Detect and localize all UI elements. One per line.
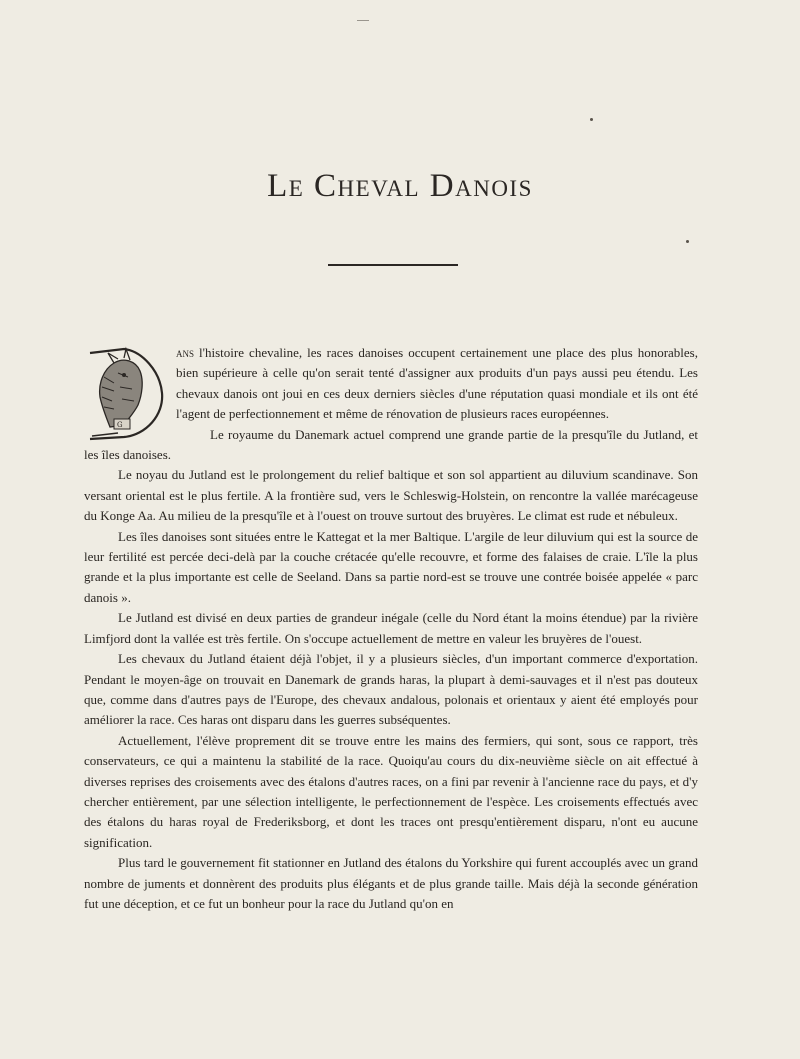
horse-head-dropcap-icon <box>84 343 170 443</box>
title-rule <box>328 264 458 266</box>
paragraph <box>84 343 698 425</box>
paragraph: Actuellement, l'élève proprement dit se trouve entre les mains des fermiers, qui sont, sous ce rapport, très conservateurs, ce qui a maintenu la stabilité de la race. Quoiqu'au cours du dix-neuvième siècle on ait effectué à diverses reprises des croisements avec des étalons d'autres races, on a fini par revenir à l'ancienne race du pays, et d'y chercher entièrement, par une sélection intelligente, le perfectionnement de l'espèce. Les croisements effectués avec des étalons du haras royal de Frederiksborg, et dont les traces ont presqu'entièrement disparu, n'ont eu aucune signification. <box>84 732 698 850</box>
article-body <box>84 343 698 914</box>
paragraph-lead: ans <box>176 345 195 360</box>
paragraph: Les chevaux du Jutland étaient déjà l'objet, il y a plusieurs siècles, d'un important commerce d'exportation. Pendant le moyen-âge on trouvait en Danemark de grands haras, la plupart à demi-sauvages et il n'est pas douteux que, comme dans d'autres pays de l'Europe, des chevaux andalous, polonais et orientaux y aient été employés pour améliorer la race. Ces haras ont disparu dans les guerres subséquentes. <box>84 651 698 728</box>
paragraph: Le royaume du Danemark actuel comprend une grande partie de la presqu'île du Jutland, et les îles danoises. <box>84 426 698 463</box>
paragraph: Le noyau du Jutland est le prolongement du relief baltique et son sol appartient au diluvium scandinave. Son versant oriental est le plus fertile. A la frontière sud, vers le Schleswig-Holstein, on rencontre la vallée marécageuse du Konge Aa. Au milieu de la presqu'île et à l'ouest on trouve surtout des bruyères. Le climat est rude et nébuleux. <box>84 467 698 524</box>
ink-speck <box>590 118 593 121</box>
paragraph: Les îles danoises sont situées entre le Kattegat et la mer Baltique. L'argile de leur diluvium qui est la source de leur fertilité est percée deci-delà par la couche crétacée qu'elle recouvre, et forme des falaises de craie. L'île la plus grande et la plus importante est celle de Seeland. Dans sa partie nord-est se trouve une contrée boisée appelée « parc danois ». <box>84 528 698 605</box>
top-mark <box>357 20 369 21</box>
dropcap-illustration <box>84 343 170 443</box>
ink-speck <box>686 240 689 243</box>
paragraph: Le Jutland est divisé en deux parties de grandeur inégale (celle du Nord étant la moins étendue) par la rivière Limfjord dont la vallée est très fertile. On s'occupe actuellement de mettre en valeur les bruyères de l'ouest. <box>84 610 698 646</box>
paragraph-text: l'histoire chevaline, les races danoises occupent certainement une place des plus honorables, bien supérieure à celle qu'on serait tenté d'assigner aux produits d'un pays aussi peu étendu. Les chevaux danois ont joui en ces deux derniers siècles d'une réputation quasi mondiale et ils ont été l'agent de perfectionnement et même de rénovation de plusieurs races européennes. <box>176 345 698 422</box>
page-title: Le Cheval Danois <box>267 168 533 204</box>
svg-text:G: G <box>117 421 123 429</box>
paragraph: Plus tard le gouvernement fit stationner en Jutland des étalons du Yorkshire qui furent accouplés avec un grand nombre de juments et donnèrent des produits plus élégants et de plus grande taille. Mais déjà la seconde génération fut une déception, et ce fut un bonheur pour la race du Jutland qu'on en <box>84 855 698 911</box>
